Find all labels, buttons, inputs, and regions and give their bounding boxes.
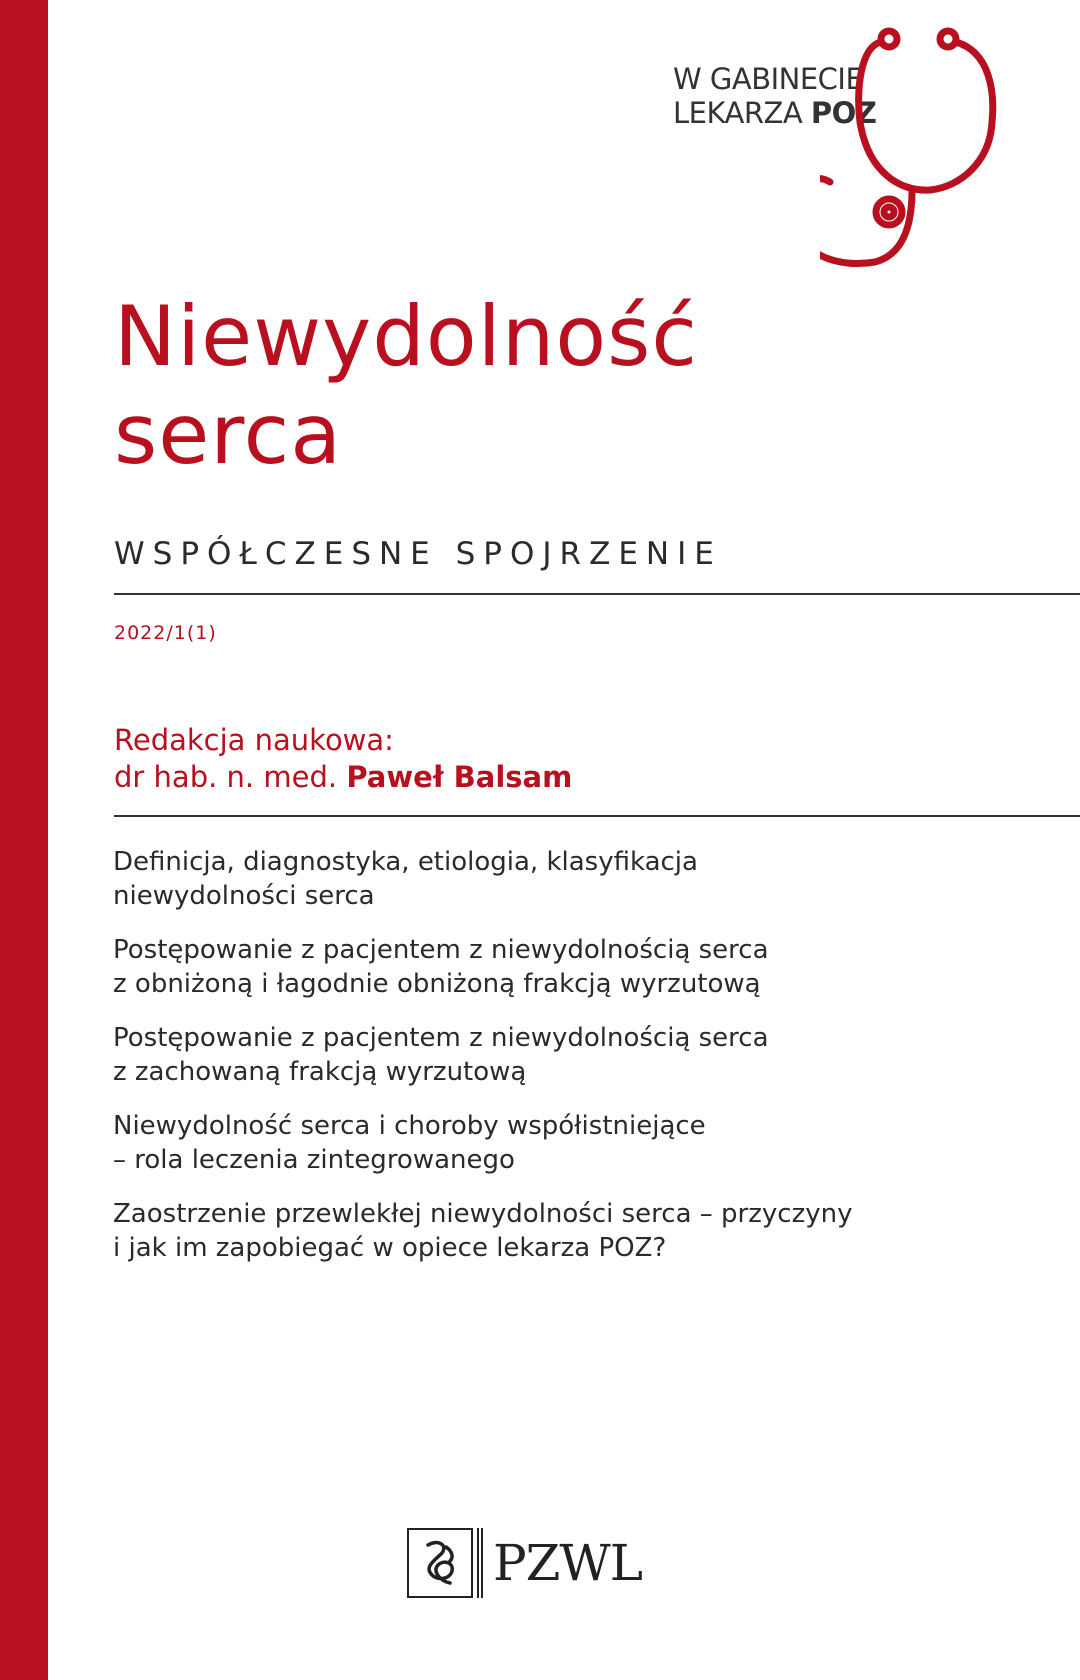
series-line-2-bold: POZ <box>810 96 877 130</box>
pzwl-logo-icon <box>407 1528 473 1598</box>
title-line-1: Niewydolność <box>114 288 699 385</box>
contents-item <box>113 1021 1013 1089</box>
publisher-logo <box>407 1528 642 1598</box>
editor-name: Paweł Balsam <box>346 760 573 794</box>
cover-spine <box>0 0 48 1680</box>
divider-top <box>114 593 1080 595</box>
series-line-1: W GABINECIE <box>673 62 864 96</box>
editor-block <box>114 722 572 796</box>
contents-item <box>113 1197 1013 1265</box>
contents-item-line-2: niewydolności serca <box>113 881 375 911</box>
editor-label: Redakcja naukowa: <box>114 723 394 757</box>
divider-bottom <box>114 815 1080 817</box>
contents-item-line-2: z zachowaną frakcją wyrzutową <box>113 1057 527 1087</box>
contents-item <box>113 933 1013 1001</box>
contents-item <box>113 845 1013 913</box>
book-title <box>114 288 698 484</box>
book-subtitle: WSPÓŁCZESNE SPOJRZENIE <box>114 536 722 572</box>
contents-item-line-1: Definicja, diagnostyka, etiologia, klasyfikacja <box>113 847 698 877</box>
contents-list <box>113 845 1013 1285</box>
contents-item-line-2: z obniżoną i łagodnie obniżoną frakcją wyrzutową <box>113 969 761 999</box>
contents-item <box>113 1109 1013 1177</box>
editor-degree: dr hab. n. med. <box>114 760 347 794</box>
contents-item-line-1: Zaostrzenie przewlekłej niewydolności serca – przyczyny <box>113 1199 853 1229</box>
series-line-2-prefix: LEKARZA <box>673 96 811 130</box>
logo-separator <box>477 1528 483 1598</box>
issue-number: 2022/1(1) <box>114 622 217 644</box>
contents-item-line-1: Niewydolność serca i choroby współistniejące <box>113 1111 706 1141</box>
contents-item-line-2: – rola leczenia zintegrowanego <box>113 1145 515 1175</box>
contents-item-line-2: i jak im zapobiegać w opiece lekarza POZ? <box>113 1233 667 1263</box>
stethoscope-icon <box>820 22 1030 272</box>
contents-item-line-1: Postępowanie z pacjentem z niewydolnością serca <box>113 935 769 965</box>
contents-item-line-1: Postępowanie z pacjentem z niewydolnością serca <box>113 1023 769 1053</box>
publisher-name: PZWL <box>493 1534 642 1592</box>
title-line-2: serca <box>114 386 343 483</box>
